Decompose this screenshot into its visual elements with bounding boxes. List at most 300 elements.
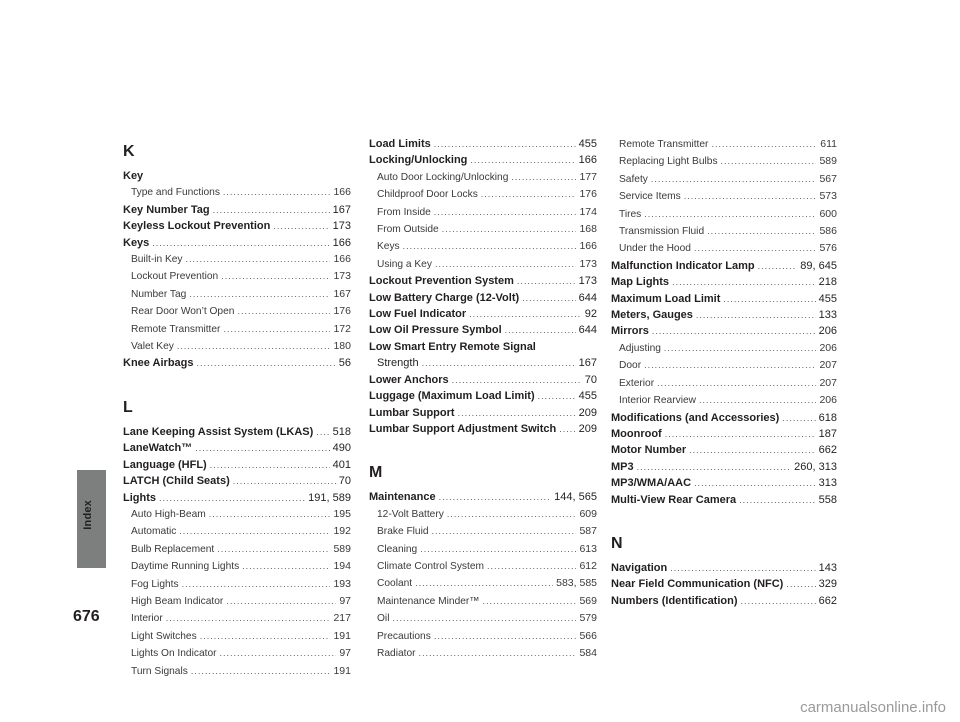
entry-label: Childproof Door Locks — [377, 189, 478, 201]
entry-page-ref: 176 — [579, 188, 597, 201]
leader-dots — [711, 136, 817, 152]
index-entry — [611, 593, 837, 609]
leader-dots — [432, 523, 577, 539]
entry-list-l-continued — [369, 136, 597, 437]
index-entry — [369, 388, 597, 404]
entry-label: Numbers (Identification) — [611, 594, 738, 607]
leader-dots — [670, 560, 815, 576]
index-entry — [123, 457, 351, 473]
entry-label: LaneWatch™ — [123, 442, 193, 455]
leader-dots — [403, 238, 577, 254]
index-entry — [369, 541, 597, 558]
entry-label: Oil — [377, 613, 390, 625]
entry-label: Replacing Light Bulbs — [619, 156, 718, 168]
section-letter-n: N — [611, 534, 623, 552]
entry-page-ref: 455 — [578, 390, 597, 403]
index-entry — [123, 251, 351, 268]
entry-page-ref: 133 — [818, 309, 837, 322]
entry-label: Meters, Gauges — [611, 309, 693, 322]
entry-label: From Outside — [377, 224, 439, 236]
entry-page-ref: 56 — [338, 357, 351, 370]
entry-label: Low Oil Pressure Symbol — [369, 324, 502, 337]
leader-dots — [223, 184, 331, 200]
entry-page-ref: 167 — [333, 287, 351, 300]
leader-dots — [186, 251, 331, 267]
entry-label: Number Tag — [131, 288, 187, 300]
index-entry — [611, 576, 837, 592]
entry-page-ref: 70 — [338, 475, 351, 488]
entry-label: Valet Key — [131, 341, 174, 353]
index-column-2 — [369, 136, 597, 662]
leader-dots — [644, 357, 816, 373]
index-entry — [611, 410, 837, 426]
leader-dots — [442, 221, 577, 237]
entry-label: Lockout Prevention — [131, 271, 219, 283]
entry-page-ref: 587 — [579, 525, 597, 538]
entry-page-ref: 180 — [333, 340, 351, 353]
index-entry — [123, 610, 351, 627]
index-entry — [123, 424, 351, 440]
entry-label: Keyless Lockout Prevention — [123, 220, 271, 233]
entry-label: Malfunction Indicator Lamp — [611, 259, 755, 272]
entry-label: Lights — [123, 491, 156, 504]
leader-dots — [481, 186, 577, 202]
entry-page-ref: 173 — [579, 257, 597, 270]
entry-page-ref: 583, 585 — [556, 577, 597, 590]
entry-label: Locking/Unlocking — [369, 154, 468, 167]
entry-label: Lower Anchors — [369, 373, 449, 386]
entry-label: Service Items — [619, 191, 681, 203]
leader-dots — [470, 152, 575, 168]
entry-page-ref: 176 — [333, 305, 351, 318]
entry-page-ref: 662 — [818, 594, 837, 607]
entry-page-ref: 611 — [820, 138, 837, 150]
entry-page-ref: 89, 645 — [800, 259, 837, 272]
entry-page-ref: 166 — [332, 236, 351, 249]
index-entry — [369, 152, 597, 168]
index-entry — [123, 218, 351, 234]
index-entry — [611, 475, 837, 491]
index-side-tab — [77, 0, 106, 568]
leader-dots — [226, 593, 336, 609]
index-entry — [611, 392, 837, 409]
entry-label: Lights On Indicator — [131, 648, 217, 660]
entry-page-ref: 173 — [332, 220, 351, 233]
leader-dots — [694, 240, 817, 256]
leader-dots — [420, 541, 576, 557]
entry-label: Safety — [619, 173, 648, 185]
entry-page-ref: 329 — [818, 578, 837, 591]
index-entry — [369, 322, 597, 338]
entry-page-ref: 166 — [579, 240, 597, 253]
index-entry — [123, 235, 351, 251]
entry-page-ref: 174 — [579, 205, 597, 218]
entry-page-ref: 192 — [333, 525, 351, 538]
entry-label: Light Switches — [131, 630, 197, 642]
leader-dots — [652, 323, 816, 339]
entry-label: Auto Door Locking/Unlocking — [377, 171, 509, 183]
entry-page-ref: 455 — [578, 138, 597, 150]
leader-dots — [237, 303, 330, 319]
index-entry — [123, 506, 351, 523]
entry-page-ref: 92 — [584, 308, 597, 321]
entry-label: Key — [123, 170, 144, 182]
index-entry — [123, 576, 351, 593]
entry-page-ref: 401 — [332, 458, 351, 471]
entry-page-ref: 569 — [579, 594, 597, 607]
entry-page-ref: 576 — [819, 242, 837, 255]
entry-page-ref: 168 — [579, 223, 597, 236]
entry-label: Exterior — [619, 377, 655, 389]
entry-label: Motor Number — [611, 444, 687, 457]
leader-dots — [189, 286, 330, 302]
leader-dots — [684, 188, 817, 204]
entry-label: Load Limits — [369, 138, 431, 150]
index-entry — [123, 321, 351, 338]
index-entry — [369, 256, 597, 273]
entry-page-ref: 566 — [579, 629, 597, 642]
entry-page-ref: 218 — [818, 276, 837, 289]
leader-dots — [210, 457, 330, 473]
leader-dots — [209, 506, 331, 522]
entry-page-ref: 662 — [818, 444, 837, 457]
leader-dots — [511, 169, 576, 185]
index-entry — [123, 268, 351, 285]
leader-dots — [182, 576, 331, 592]
entry-label: Using a Key — [377, 258, 432, 270]
entry-label: LATCH (Child Seats) — [123, 475, 230, 488]
leader-dots — [637, 459, 792, 475]
entry-label: Coolant — [377, 578, 413, 590]
entry-page-ref: 173 — [333, 270, 351, 283]
entry-label: Auto High-Beam — [131, 508, 206, 520]
index-entry — [611, 171, 837, 188]
entry-label: Near Field Communication (NFC) — [611, 578, 784, 591]
entry-page-ref: 644 — [578, 291, 597, 304]
entry-label: Rear Door Won’t Open — [131, 306, 235, 318]
entry-label: Moonroof — [611, 427, 662, 440]
index-entry — [611, 240, 837, 257]
entry-page-ref: 191 — [333, 664, 351, 677]
index-column-3 — [611, 136, 837, 609]
index-entry — [123, 355, 351, 371]
entry-page-ref: 193 — [333, 577, 351, 590]
index-entry — [369, 273, 597, 289]
leader-dots — [233, 473, 336, 489]
entry-label: Turn Signals — [131, 665, 188, 677]
entry-page-ref: 194 — [333, 560, 351, 573]
leader-dots — [435, 256, 577, 272]
index-entry — [123, 558, 351, 575]
entry-page-ref: 609 — [579, 507, 597, 520]
entry-label: Tires — [619, 208, 642, 220]
leader-dots — [665, 426, 816, 442]
entry-page-ref: 191 — [333, 629, 351, 642]
entry-label: Multi-View Rear Camera — [611, 493, 737, 506]
entry-page-ref: 207 — [819, 359, 837, 372]
index-entry — [369, 221, 597, 238]
index-entry — [369, 339, 597, 355]
entry-list-k — [123, 168, 351, 372]
entry-label: Climate Control System — [377, 560, 484, 572]
section-letter-l: L — [123, 398, 133, 416]
index-entry — [123, 168, 351, 184]
leader-dots — [505, 322, 576, 338]
entry-label: Map Lights — [611, 276, 670, 289]
index-entry — [369, 575, 597, 592]
leader-dots — [694, 475, 816, 491]
entry-label: Mirrors — [611, 325, 649, 338]
index-entry — [369, 372, 597, 388]
leader-dots — [177, 338, 331, 354]
entry-page-ref: 584 — [579, 646, 597, 659]
leader-dots — [758, 258, 798, 274]
leader-dots — [699, 392, 816, 408]
entry-label: Remote Transmitter — [619, 139, 709, 150]
entry-page-ref: 172 — [333, 322, 351, 335]
entry-page-ref: 567 — [819, 172, 837, 185]
entry-page-ref: 206 — [819, 394, 837, 407]
leader-dots — [672, 274, 816, 290]
entry-label: Lane Keeping Assist System (LKAS) — [123, 425, 314, 438]
leader-dots — [739, 492, 816, 508]
index-entry — [369, 421, 597, 437]
index-entry — [123, 473, 351, 489]
index-entry — [611, 426, 837, 442]
entry-label: Lumbar Support Adjustment Switch — [369, 422, 557, 435]
side-label: Index — [82, 500, 94, 530]
leader-dots — [197, 355, 336, 371]
entry-page-ref: 206 — [818, 325, 837, 338]
index-entry — [369, 610, 597, 627]
entry-label: Keys — [377, 241, 400, 253]
index-entry — [369, 204, 597, 221]
leader-dots — [522, 290, 575, 306]
entry-page-ref: 217 — [333, 612, 351, 625]
leader-dots — [786, 576, 815, 592]
leader-dots — [434, 204, 577, 220]
entry-page-ref: 97 — [339, 647, 351, 660]
leader-dots — [782, 410, 815, 426]
leader-dots — [487, 558, 576, 574]
index-entry — [369, 186, 597, 203]
leader-dots — [179, 523, 330, 539]
index-entry — [123, 184, 351, 201]
entry-page-ref: 579 — [579, 612, 597, 625]
entry-label: Precautions — [377, 630, 431, 642]
index-entry — [123, 523, 351, 540]
index-entry — [611, 323, 837, 339]
entry-page-ref: 166 — [578, 154, 597, 167]
index-entry — [611, 258, 837, 274]
leader-dots — [223, 321, 330, 337]
entry-page-ref: 600 — [819, 207, 837, 220]
entry-page-ref: 206 — [819, 341, 837, 354]
index-entry — [123, 593, 351, 610]
entry-label: Maintenance — [369, 491, 436, 504]
leader-dots — [316, 424, 329, 440]
entry-page-ref: 144, 565 — [554, 491, 597, 504]
leader-dots — [458, 405, 576, 421]
index-entry — [123, 628, 351, 645]
index-entry — [611, 375, 837, 392]
index-entry — [611, 223, 837, 240]
entry-label: Key Number Tag — [123, 203, 210, 216]
leader-dots — [422, 355, 576, 371]
leader-dots — [723, 291, 815, 307]
entry-label: Interior — [131, 613, 163, 625]
leader-dots — [517, 273, 576, 289]
entry-page-ref: 260, 313 — [794, 460, 837, 473]
entry-label: Lumbar Support — [369, 406, 455, 419]
entry-page-ref: 173 — [578, 275, 597, 288]
entry-page-ref: 589 — [819, 155, 837, 168]
index-entry — [369, 628, 597, 645]
leader-dots — [721, 153, 817, 169]
entry-page-ref: 313 — [818, 477, 837, 490]
entry-label: Automatic — [131, 526, 177, 538]
leader-dots — [191, 663, 331, 679]
entry-page-ref: 518 — [332, 425, 351, 438]
index-entry — [369, 489, 597, 505]
entry-label: Cleaning — [377, 543, 418, 555]
leader-dots — [469, 306, 582, 322]
entry-page-ref: 209 — [578, 422, 597, 435]
leader-dots — [538, 388, 576, 404]
entry-page-ref: 586 — [819, 225, 837, 238]
leader-dots — [166, 610, 331, 626]
entry-list-m-continued — [611, 136, 837, 508]
leader-dots — [483, 593, 577, 609]
entry-label: MP3 — [611, 460, 634, 473]
entry-label: Low Battery Charge (12-Volt) — [369, 291, 520, 304]
index-entry — [123, 286, 351, 303]
watermark: carmanualsonline.info — [800, 699, 946, 716]
leader-dots — [419, 645, 577, 661]
page-number: 676 — [73, 608, 100, 625]
leader-dots — [213, 202, 330, 218]
entry-page-ref: 70 — [584, 373, 597, 386]
leader-dots — [221, 268, 330, 284]
leader-dots — [689, 442, 815, 458]
leader-dots — [559, 421, 575, 437]
entry-page-ref: 558 — [818, 493, 837, 506]
entry-page-ref: 143 — [818, 561, 837, 574]
index-entry — [123, 645, 351, 662]
entry-page-ref: 618 — [818, 411, 837, 424]
entry-label: Interior Rearview — [619, 395, 696, 407]
index-entry — [611, 492, 837, 508]
entry-page-ref: 490 — [332, 442, 351, 455]
entry-label: MP3/WMA/AAC — [611, 477, 692, 490]
leader-dots — [439, 489, 552, 505]
leader-dots — [644, 206, 816, 222]
entry-page-ref: 455 — [818, 292, 837, 305]
entry-page-ref: 191, 589 — [308, 491, 351, 504]
entry-label: Fog Lights — [131, 578, 179, 590]
entry-label: Knee Airbags — [123, 357, 194, 370]
entry-label: Bulb Replacement — [131, 543, 215, 555]
index-entry — [123, 440, 351, 456]
index-entry — [611, 291, 837, 307]
index-entry — [611, 340, 837, 357]
index-column-1 — [123, 136, 351, 680]
index-entry — [123, 541, 351, 558]
index-entry — [611, 307, 837, 323]
leader-dots — [741, 593, 816, 609]
entry-label: 12-Volt Battery — [377, 508, 444, 520]
index-entry — [123, 338, 351, 355]
entry-page-ref: 589 — [333, 542, 351, 555]
entry-page-ref: 167 — [578, 357, 597, 370]
entry-label: Language (HFL) — [123, 458, 207, 471]
leader-dots — [651, 171, 817, 187]
entry-page-ref: 97 — [339, 594, 351, 607]
entry-label: Navigation — [611, 561, 668, 574]
index-entry — [611, 357, 837, 374]
entry-page-ref: 613 — [579, 542, 597, 555]
index-entry — [369, 593, 597, 610]
leader-dots — [152, 235, 329, 251]
entry-label: High Beam Indicator — [131, 595, 224, 607]
index-entry — [123, 303, 351, 320]
entry-page-ref: 187 — [818, 427, 837, 440]
entry-page-ref: 573 — [819, 190, 837, 203]
entry-label: Keys — [123, 236, 150, 249]
leader-dots — [696, 307, 816, 323]
entry-list-n — [611, 560, 837, 609]
index-entry — [611, 459, 837, 475]
entry-list-m — [369, 489, 597, 662]
leader-dots — [242, 558, 330, 574]
index-entry — [123, 490, 351, 506]
index-entry — [123, 663, 351, 680]
leader-dots — [452, 372, 582, 388]
leader-dots — [195, 440, 329, 456]
index-entry — [369, 645, 597, 662]
entry-label: Daytime Running Lights — [131, 561, 240, 573]
index-entry — [369, 306, 597, 322]
entry-label: Type and Functions — [131, 187, 220, 199]
leader-dots — [220, 645, 337, 661]
index-entry — [369, 238, 597, 255]
index-entry — [611, 136, 837, 153]
entry-page-ref: 207 — [819, 376, 837, 389]
entry-page-ref: 177 — [579, 170, 597, 183]
entry-label: Maintenance Minder™ — [377, 595, 480, 607]
leader-dots — [657, 375, 816, 391]
entry-page-ref: 612 — [579, 559, 597, 572]
leader-dots — [217, 541, 330, 557]
leader-dots — [200, 628, 331, 644]
leader-dots — [415, 575, 553, 591]
entry-label: From Inside — [377, 206, 431, 218]
leader-dots — [664, 340, 817, 356]
entry-label: Low Smart Entry Remote Signal — [369, 340, 536, 353]
entry-label: Maximum Load Limit — [611, 292, 721, 305]
entry-page-ref: 167 — [332, 203, 351, 216]
entry-list-l — [123, 424, 351, 680]
index-entry — [611, 274, 837, 290]
entry-page-ref: 166 — [333, 186, 351, 199]
leader-dots — [434, 628, 577, 644]
entry-label: Modifications (and Accessories) — [611, 411, 780, 424]
section-letter-k: K — [123, 143, 135, 160]
index-entry — [369, 169, 597, 186]
entry-label: Low Fuel Indicator — [369, 308, 467, 321]
leader-dots — [447, 506, 577, 522]
entry-page-ref: 644 — [578, 324, 597, 337]
